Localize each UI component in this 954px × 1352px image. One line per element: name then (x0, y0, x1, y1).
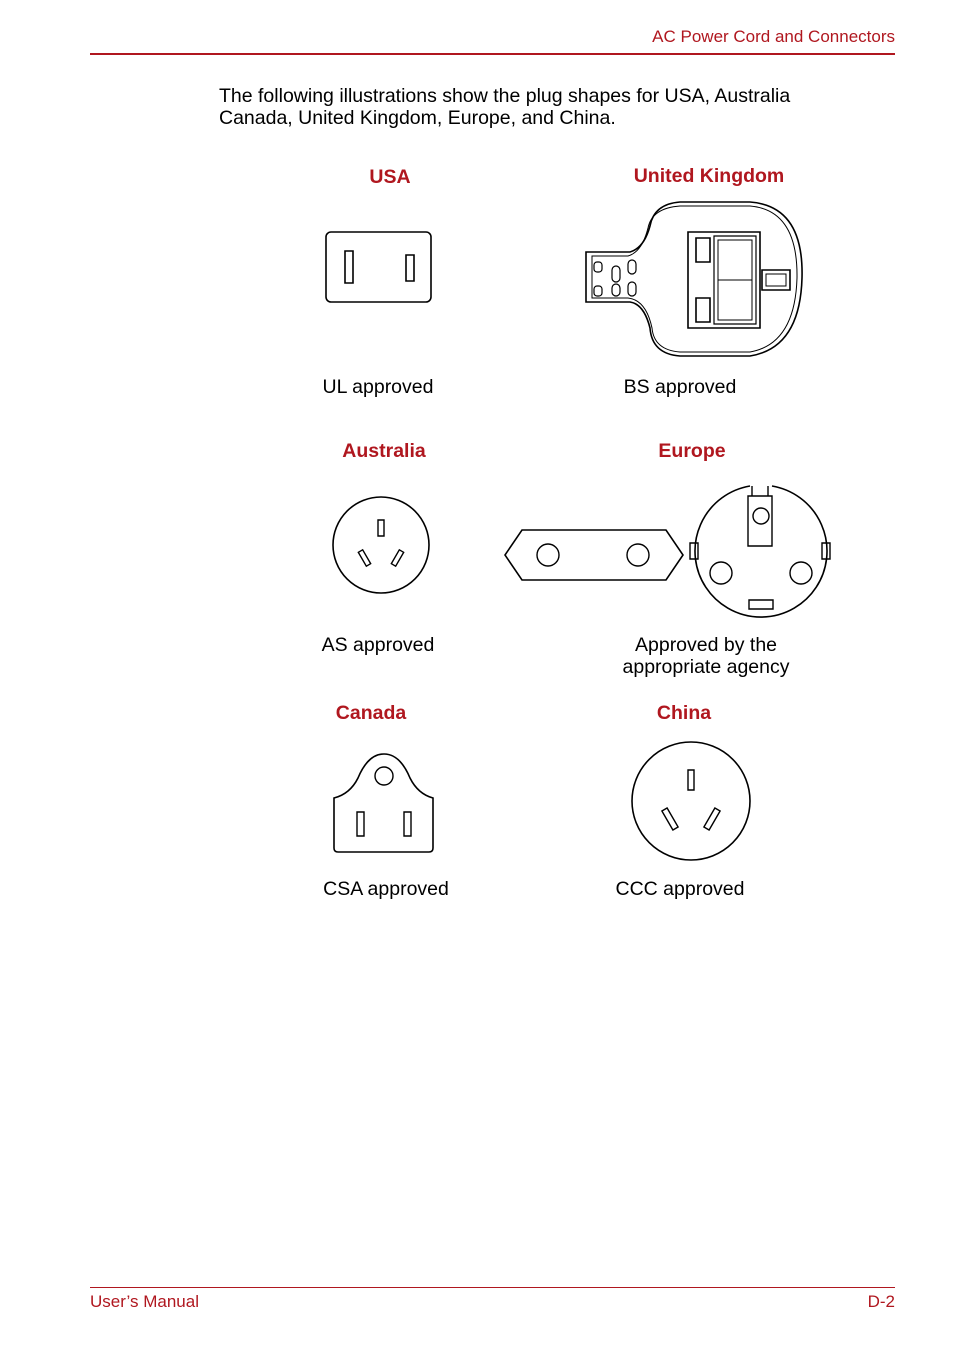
canada-approval-label: CSA approved (323, 878, 449, 900)
usa-plug-icon (322, 228, 436, 306)
australia-approval-label: AS approved (321, 634, 435, 656)
europe-approval-label (623, 634, 790, 678)
intro-paragraph (219, 85, 859, 129)
china-heading: China (656, 702, 712, 724)
usa-heading: USA (369, 166, 411, 188)
uk-approval-label: BS approved (623, 376, 737, 398)
uk-plug-icon (582, 198, 806, 362)
intro-line-1: The following illustrations show the plug shapes for USA, Australia (219, 85, 791, 107)
europe-plug-flat-icon (502, 526, 686, 584)
page-header-title: AC Power Cord and Connectors (652, 27, 895, 46)
europe-approval-line-2: appropriate agency (622, 656, 790, 678)
footer-manual-title: User’s Manual (90, 1292, 199, 1311)
intro-line-2: Canada, United Kingdom, Europe, and China. (219, 107, 616, 129)
uk-heading: United Kingdom (633, 165, 785, 187)
europe-heading: Europe (658, 440, 726, 462)
canada-plug-icon (330, 750, 438, 856)
europe-approval-line-1: Approved by the (634, 634, 778, 656)
europe-plug-round-icon (688, 482, 834, 626)
china-plug-icon (628, 738, 754, 864)
canada-heading: Canada (335, 702, 407, 724)
australia-plug-icon (330, 494, 432, 596)
australia-heading: Australia (342, 440, 426, 462)
footer-divider (90, 1287, 895, 1288)
footer-page-number: D-2 (867, 1292, 895, 1311)
china-approval-label: CCC approved (615, 878, 745, 900)
usa-approval-label: UL approved (322, 376, 434, 398)
header-divider (90, 53, 895, 55)
